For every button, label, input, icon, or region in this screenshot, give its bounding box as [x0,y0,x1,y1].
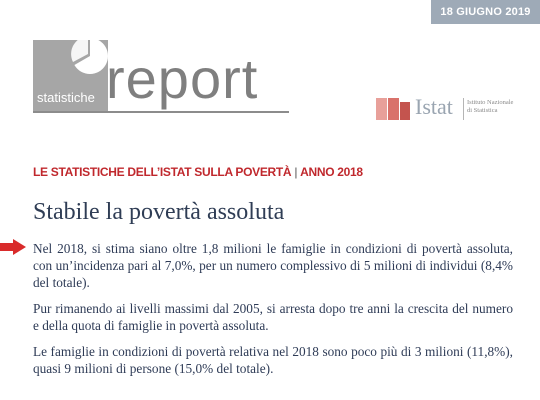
istat-wordmark: Istat [415,94,453,119]
headline-left: LE STATISTICHE DELL’ISTAT SULLA POVERTÀ [33,165,292,179]
body-text [33,240,513,386]
section-headline [33,165,363,179]
istat-institute-line2: di Statistica [467,106,498,114]
arrow-right-icon [0,239,26,255]
logo-underline [33,111,289,113]
istat-institute-name [467,99,527,114]
paragraph-3: Le famiglie in condizioni di povertà relativa nel 2018 sono poco più di 3 milioni (11,8%), quasi 9 milioni di persone (15,0% del totale). [33,344,513,376]
headline-right: ANNO 2018 [300,165,363,179]
istat-institute-line1: Istituto Nazionale [467,99,514,106]
istat-divider [463,98,464,120]
headline-separator: | [294,165,298,179]
logo-subtitle: statistiche [37,90,95,105]
page-title: Stabile la povertà assoluta [33,199,285,225]
logo-wordmark: report [106,47,259,110]
paragraph-1: Nel 2018, si stima siano oltre 1,8 milioni le famiglie in condizioni di povertà assoluta, con un’incidenza pari al 7,0%, per un numero complessivo di 5 milioni di individui (8,4% del totale). [33,241,513,290]
date-badge: 18 GIUGNO 2019 [431,0,540,24]
istat-logo-icon [376,96,412,122]
paragraph-2: Pur rimanendo ai livelli massimi dal 2005, si arresta dopo tre anni la crescita del numero e della quota di famiglie in povertà assoluta. [33,301,513,333]
pie-chart-icon [70,36,110,76]
